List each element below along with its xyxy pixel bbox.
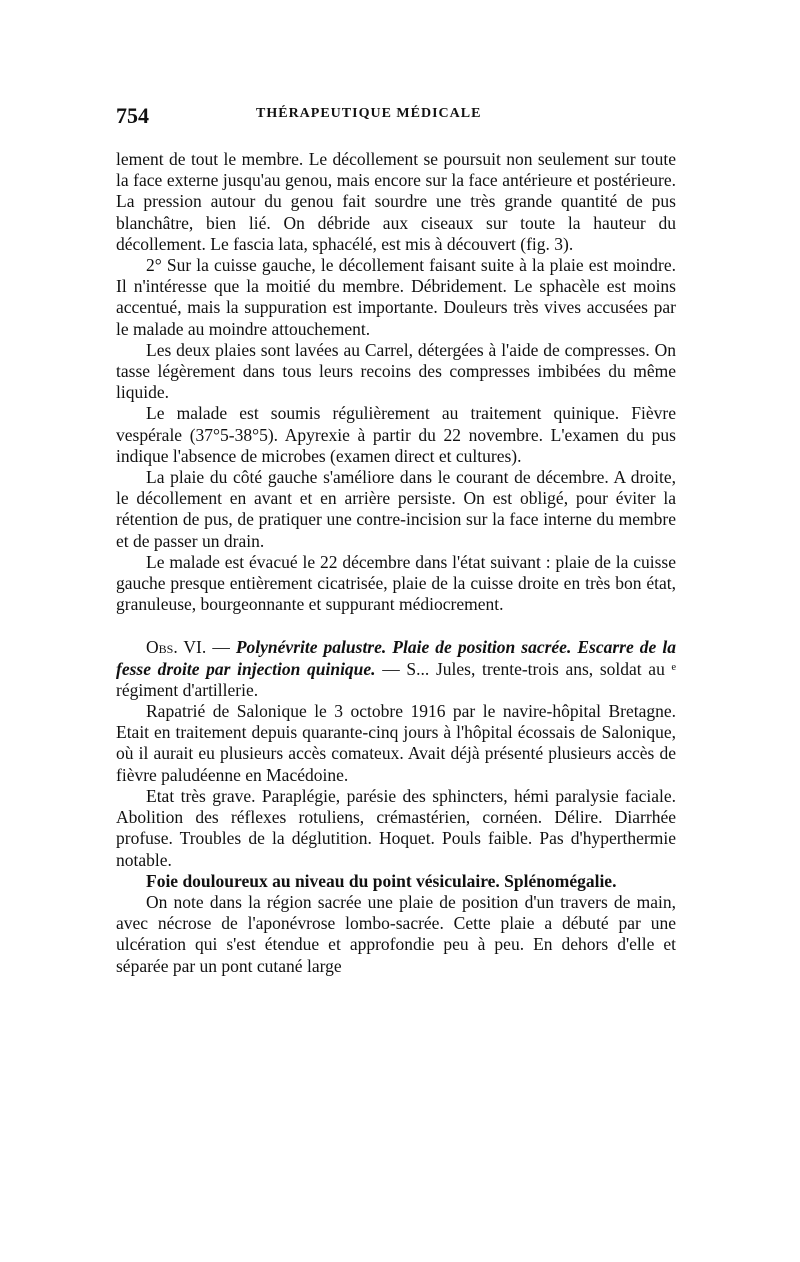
page-header [116, 103, 676, 143]
observation-heading [116, 637, 676, 701]
paragraph: Foie douloureux au niveau du point vésiculaire. Splénomégalie. [146, 870, 617, 891]
page [116, 103, 676, 977]
section-gap [116, 615, 676, 637]
paragraph: On note dans la région sacrée une plaie de position d'un travers de main, avec nécrose de l'aponévrose lombo-sacrée. Cette plaie a débuté par une ulcération qui s'est étendue et approfondie peu à peu. En dehors d'elle et séparée par un pont cutané large [116, 891, 676, 976]
page-number: 754 [116, 103, 149, 128]
paragraph: La plaie du côté gauche s'améliore dans le courant de décembre. A droite, le décollement en avant et en arrière persiste. On est obligé, pour éviter la rétention de pus, de pratiquer une contre-incision sur la face interne du membre et de passer un drain. [116, 467, 676, 551]
paragraph: 2° Sur la cuisse gauche, le décollement faisant suite à la plaie est moindre. Il n'intéresse que la moitié du membre. Débridement. Le sphacèle est moins accentué, mais la suppuration est importante. Douleurs très vives accusées par le malade au moindre attouchement. [116, 255, 676, 339]
body-text [116, 149, 676, 977]
paragraph: Les deux plaies sont lavées au Carrel, détergées à l'aide de compresses. On tasse légèrement dans tous leurs recoins des compresses imbibées du même liquide. [116, 339, 676, 403]
observation-patient: — S... Jules, trente-trois ans, soldat au ᵉ régiment d'artillerie. [116, 658, 676, 700]
paragraph: Etat très grave. Paraplégie, parésie des sphincters, hémi paralysie faciale. Abolition des réflexes rotuliens, crémastérien, cornéen. Délire. Diarrhée profuse. Troubles de la déglutition. Hoquet. Pouls faible. Pas d'hyperthermie notable. [116, 785, 676, 870]
observation-title: Polynévrite palustre. Plaie de position sacrée. Escarre de la fesse droite par injection quinique. [116, 637, 676, 679]
running-title: THÉRAPEUTIQUE MÉDICALE [256, 106, 482, 121]
observation-dash: — [206, 637, 236, 658]
paragraph: Le malade est évacué le 22 décembre dans l'état suivant : plaie de la cuisse gauche presque entièrement cicatrisée, plaie de la cuisse droite en très bon état, granuleuse, bourgeonnante et suppurant médiocrement. [116, 551, 676, 615]
observation-label: Obs. VI. [146, 637, 207, 658]
paragraph: Le malade est soumis régulièrement au traitement quinique. Fièvre vespérale (37°5-38°5). Apyrexie à partir du 22 novembre. L'examen du pus indique l'absence de microbes (examen direct et cultures). [116, 403, 676, 466]
paragraph: Rapatrié de Salonique le 3 octobre 1916 par le navire-hôpital Bretagne. Etait en traitement depuis quarante-cinq jours à l'hôpital écossais de Salonique, où il aurait eu plusieurs accès comateux. Avait déjà présenté plusieurs accès de fièvre paludéenne en Macédoine. [116, 701, 676, 785]
paragraph: lement de tout le membre. Le décollement se poursuit non seulement sur toute la face externe jusqu'au genou, mais encore sur la face antérieure et postérieure. La pression autour du genou fait sourdre une très grande quantité de pus blanchâtre, bien lié. On débride aux ciseaux sur toute la hauteur du décollement. Le fascia lata, sphacélé, est mis à découvert (fig. 3). [116, 149, 676, 254]
